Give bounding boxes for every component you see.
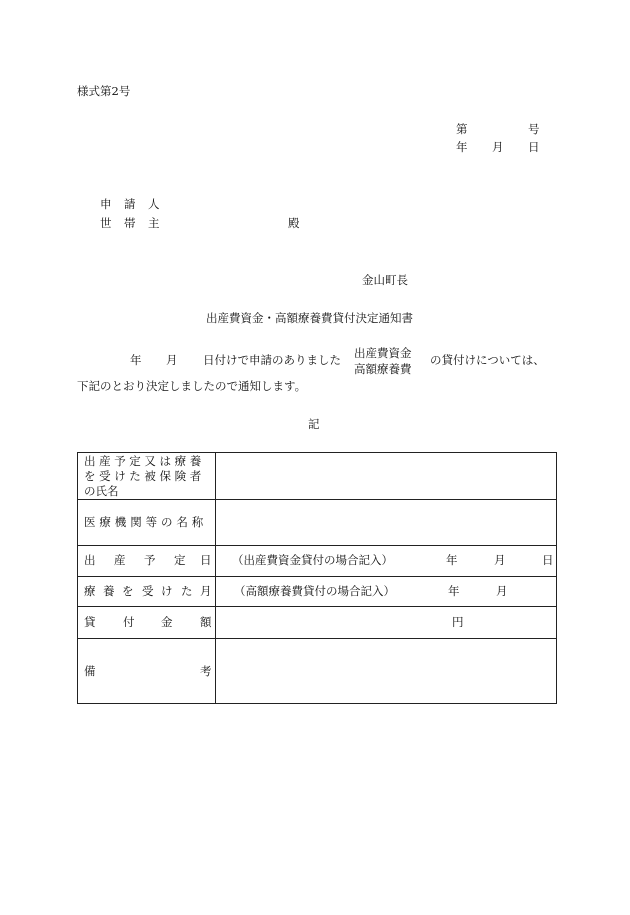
row6-label-cell xyxy=(78,639,216,704)
date-month: 月 xyxy=(492,140,504,154)
row6-label-char: 考 xyxy=(200,664,212,678)
table-row xyxy=(78,500,557,546)
row4-month: 月 xyxy=(496,584,508,598)
row3-label-char: 出 xyxy=(84,553,96,567)
row2-value-cell[interactable] xyxy=(216,500,557,546)
row5-label-char: 付 xyxy=(123,615,135,629)
row6-label-char: 備 xyxy=(84,664,96,678)
row3-value-cell[interactable] xyxy=(216,546,557,577)
row1-label-cell xyxy=(78,453,216,500)
row4-year: 年 xyxy=(448,584,460,598)
row1-value-cell[interactable] xyxy=(216,453,557,500)
row4-label-char: た xyxy=(181,584,193,598)
row3-label-char: 日 xyxy=(200,553,212,567)
body-month: 月 xyxy=(166,353,178,367)
applicant-char-1: 申 xyxy=(100,197,112,211)
table-row xyxy=(78,546,557,577)
body-text-b: の貸付けについては、 xyxy=(430,353,545,367)
row5-label-char: 額 xyxy=(200,615,212,629)
householder-char-3: 主 xyxy=(148,216,160,230)
table-row xyxy=(78,453,557,500)
row4-label-char: 療 xyxy=(84,584,96,598)
row6-value-cell[interactable] xyxy=(216,639,557,704)
date-day: 日 xyxy=(528,140,540,154)
row1-label-line-1: 出産予定又は療養 xyxy=(84,454,205,468)
row3-label-char: 定 xyxy=(174,553,186,567)
body-year: 年 xyxy=(130,353,142,367)
row3-year: 年 xyxy=(446,553,458,567)
row5-label-char: 貸 xyxy=(84,615,96,629)
row3-label-cell xyxy=(78,546,216,577)
row5-label-cell xyxy=(78,607,216,639)
number-prefix: 第 xyxy=(456,122,468,136)
applicant-char-3: 人 xyxy=(148,197,160,211)
row4-label-char: 受 xyxy=(142,584,154,598)
applicant-char-2: 請 xyxy=(124,197,136,211)
number-suffix: 号 xyxy=(528,122,540,136)
householder-char-2: 帯 xyxy=(124,216,136,230)
row4-value-cell[interactable] xyxy=(216,577,557,607)
row3-label-char: 予 xyxy=(144,553,156,567)
row3-label-char: 産 xyxy=(114,553,126,567)
body-line-2: 下記のとおり決定しましたので通知します。 xyxy=(77,379,307,393)
ki-heading: 記 xyxy=(308,417,320,431)
issuer: 金山町長 xyxy=(362,273,408,287)
body-option-2: 高額療養費 xyxy=(354,362,412,376)
row3-day: 日 xyxy=(542,553,554,567)
row4-label-char: 月 xyxy=(200,584,212,598)
row4-label-char: け xyxy=(161,584,173,598)
document-title: 出産費資金・高額療養費貸付決定通知書 xyxy=(206,311,413,325)
table-row xyxy=(78,639,557,704)
date-year: 年 xyxy=(456,140,468,154)
body-option-1: 出産費資金 xyxy=(354,346,412,360)
row1-label-line-2: を受けた被保険者 xyxy=(84,469,205,483)
table-row xyxy=(78,607,557,639)
row1-label-line-3: の氏名 xyxy=(84,484,119,498)
row5-unit: 円 xyxy=(452,615,464,629)
row4-label-char: 養 xyxy=(103,584,115,598)
body-text-a: 日付けで申請のありました xyxy=(203,353,341,367)
householder-char-1: 世 xyxy=(100,216,112,230)
form-number: 様式第2号 xyxy=(77,84,131,98)
row4-label-char: を xyxy=(122,584,134,598)
row5-value-cell[interactable] xyxy=(216,607,557,639)
row3-month: 月 xyxy=(494,553,506,567)
row2-label: 医療機関等の名称 xyxy=(84,515,208,529)
row4-label-cell xyxy=(78,577,216,607)
table-row xyxy=(78,577,557,607)
honorific: 殿 xyxy=(288,216,300,230)
row5-label-char: 金 xyxy=(161,615,173,629)
detail-table xyxy=(77,452,557,704)
row2-label-cell xyxy=(78,500,216,546)
row3-note: （出産費資金貸付の場合記入） xyxy=(232,553,393,567)
row4-note: （高額療養費貸付の場合記入） xyxy=(234,584,395,598)
